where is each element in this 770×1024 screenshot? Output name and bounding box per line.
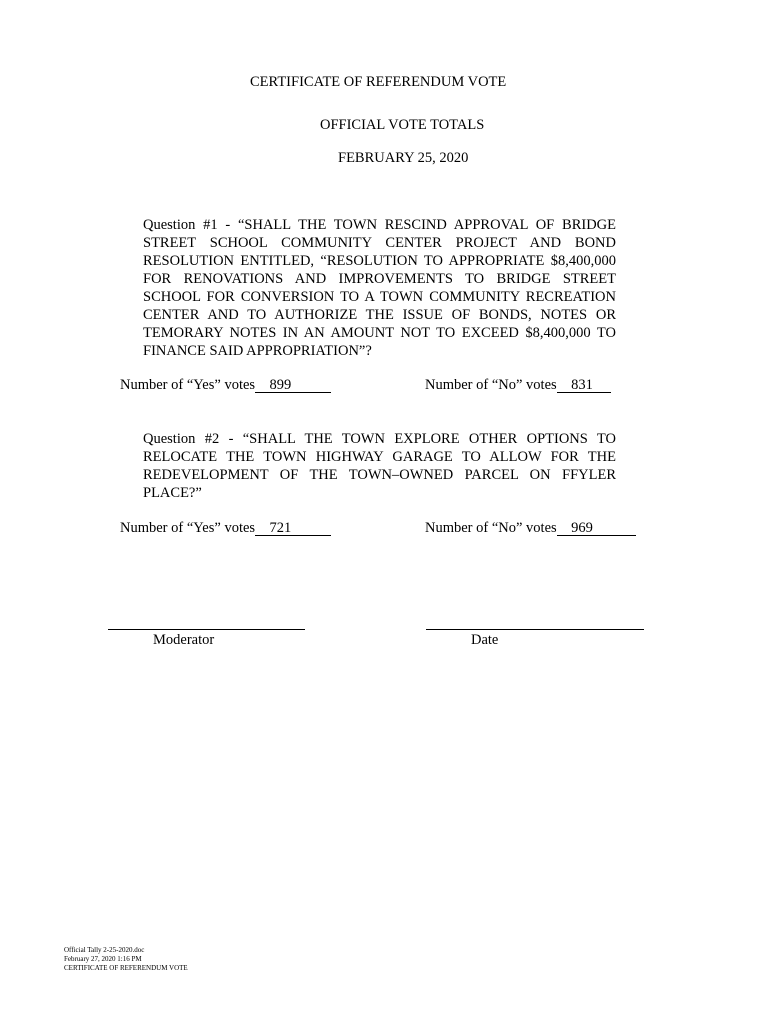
yes-votes-count: 721 [269, 520, 292, 536]
no-votes-label: Number of “No” votes [425, 377, 557, 393]
no-votes-label: Number of “No” votes [425, 520, 557, 536]
question-2-yes-votes [120, 520, 331, 537]
document-title: CERTIFICATE OF REFERENDUM VOTE [250, 74, 507, 90]
question-1-text: Question #1 - “SHALL THE TOWN RESCIND APPROVAL OF BRIDGE STREET SCHOOL COMMUNITY CENTER PROJECT AND BOND RESOLUTION ENTITLED, “RESOLUTION TO APPROPRIATE $8,400,000 FOR RENOVATIONS AND IMPROVEMENTS TO BRIDGE STREET SCHOOL FOR CONVERSION TO A TOWN COMMUNITY RECREATION CENTER AND TO AUTHORIZE THE ISSUE OF BONDS, NOTES OR TEMORARY NOTES IN AN AMOUNT NOT TO EXCEED $8,400,000 TO FINANCE SAID APPROPRIATION”? [143, 217, 616, 359]
footer-title: CERTIFICATE OF REFERENDUM VOTE [64, 964, 188, 972]
date-label: Date [471, 632, 499, 648]
date-signature-line [426, 629, 644, 630]
question-2-no-votes [425, 520, 636, 537]
question-2-text: Question #2 - “SHALL THE TOWN EXPLORE OTHER OPTIONS TO RELOCATE THE TOWN HIGHWAY GARAGE TO ALLOW FOR THE REDEVELOPMENT OF THE TOWN–OWNED PARCEL ON FFYLER PLACE?” [143, 431, 616, 501]
moderator-label: Moderator [153, 632, 215, 648]
yes-votes-label: Number of “Yes” votes [120, 520, 256, 536]
no-votes-count: 831 [571, 377, 593, 393]
question-1-no-votes [425, 377, 611, 394]
yes-votes-count: 899 [269, 377, 292, 393]
document-subtitle: OFFICIAL VOTE TOTALS [320, 117, 485, 133]
footer-timestamp: February 27, 2020 1:16 PM [64, 955, 142, 963]
footer-filename: Official Tally 2-25-2020.doc [64, 946, 145, 954]
document-footer [64, 946, 188, 973]
yes-votes-blank [255, 521, 331, 536]
no-votes-blank [557, 378, 611, 393]
moderator-signature-line [108, 629, 305, 630]
no-votes-count: 969 [571, 520, 593, 536]
yes-votes-blank [255, 378, 331, 393]
no-votes-blank [557, 521, 637, 536]
yes-votes-label: Number of “Yes” votes [120, 377, 256, 393]
document-date: FEBRUARY 25, 2020 [338, 150, 469, 166]
question-1-yes-votes [120, 377, 331, 394]
